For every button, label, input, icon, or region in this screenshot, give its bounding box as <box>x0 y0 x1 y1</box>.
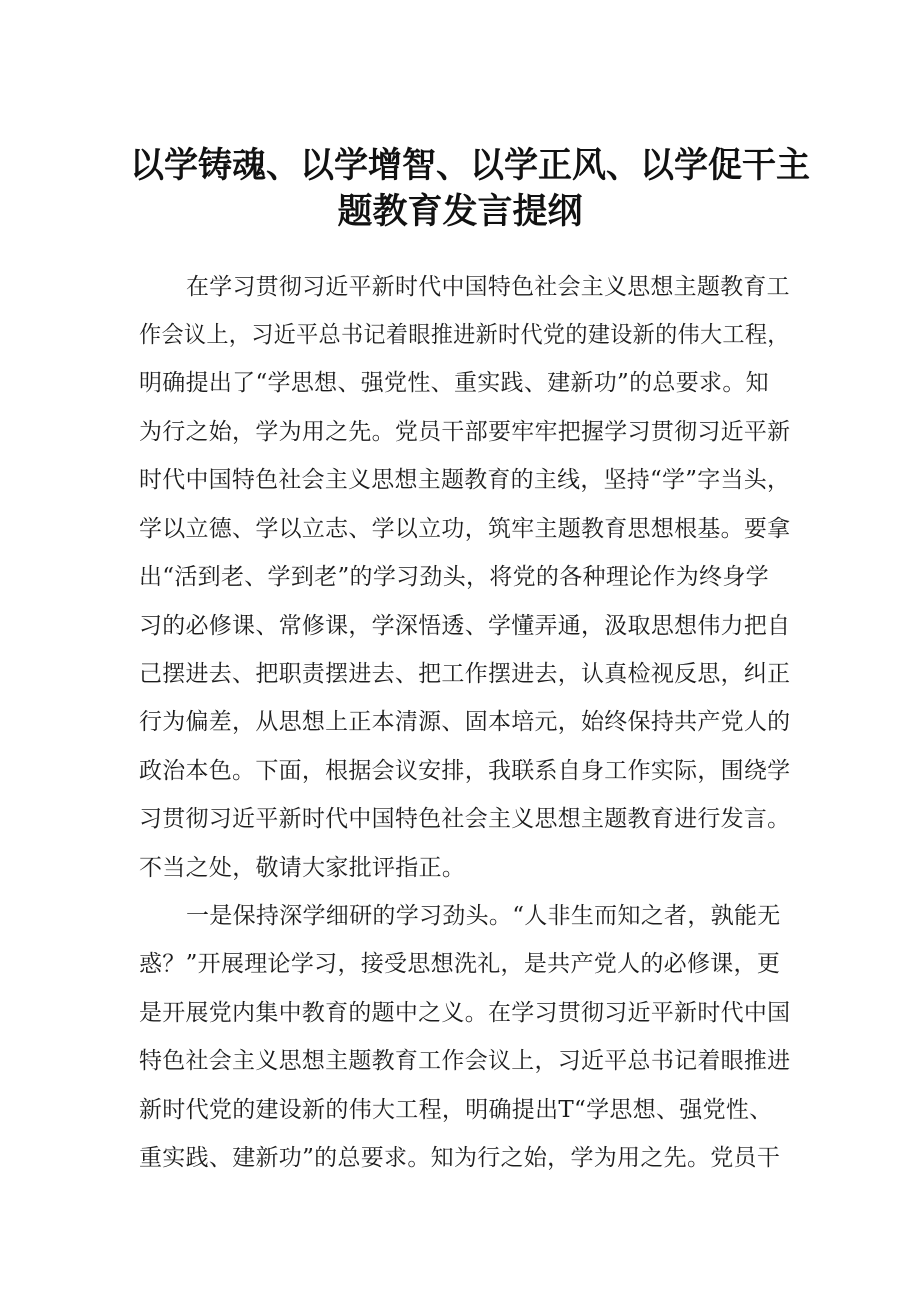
paragraph-1-line: 出“活到老、学到老”的学习劲头，将党的各种理论作为终身学 <box>139 564 769 590</box>
paragraph-1-line: 行为偏差，从思想上正本清源、固本培元，始终保持共产党人的 <box>139 709 791 735</box>
paragraph-1-line: 不当之处，敬请大家批评指正。 <box>139 855 466 881</box>
paragraph-2-line: 特色社会主义思想主题教育工作会议上，习近平总书记着眼推进 <box>139 1048 791 1074</box>
document-title-line-1: 以学铸魂、以学增智、以学正风、以学促干主 <box>130 146 811 186</box>
document-title-line-2: 题教育发言提纲 <box>337 192 583 232</box>
paragraph-1-line: 明确提出了“学思想、强党性、重实践、建新功”的总要求。知 <box>139 370 769 396</box>
paragraph-2-line: 是开展党内集中教育的题中之义。在学习贯彻习近平新时代中国 <box>139 1000 791 1026</box>
paragraph-2-line: 重实践、建新功”的总要求。知为行之始，学为用之先。党员干 <box>139 1145 781 1171</box>
paragraph-1-line: 己摆进去、把职责摆进去、把工作摆进去，认真检视反思，纠正 <box>139 661 791 687</box>
paragraph-1-line: 习贯彻习近平新时代中国特色社会主义思想主题教育进行发言。 <box>139 806 791 832</box>
paragraph-1-line: 为行之始，学为用之先。党员干部要牢牢把握学习贯彻习近平新 <box>139 419 791 445</box>
paragraph-1-line: 政治本色。下面，根据会议安排，我联系自身工作实际，围绕学 <box>139 758 791 784</box>
paragraph-1-line: 习的必修课、常修课，学深悟透、学懂弄通，汲取思想伟力把自 <box>139 613 791 639</box>
paragraph-2-line: 一是保持深学细研的学习劲头。“人非生而知之者，孰能无 <box>186 903 781 929</box>
paragraph-2-line: 惑？”开展理论学习，接受思想洗礼，是共产党人的必修课，更 <box>139 951 781 977</box>
paragraph-1-line: 学以立德、学以立志、学以立功，筑牢主题教育思想根基。要拿 <box>139 516 791 542</box>
paragraph-1-line: 时代中国特色社会主义思想主题教育的主线，坚持“学”字当头， <box>139 467 791 493</box>
paragraph-1-line: 作会议上，习近平总书记着眼推进新时代党的建设新的伟大工程， <box>139 322 790 348</box>
paragraph-1-line: 在学习贯彻习近平新时代中国特色社会主义思想主题教育工 <box>186 274 790 300</box>
paragraph-2-line: 新时代党的建设新的伟大工程，明确提出T“学思想、强党性、 <box>139 1097 773 1123</box>
